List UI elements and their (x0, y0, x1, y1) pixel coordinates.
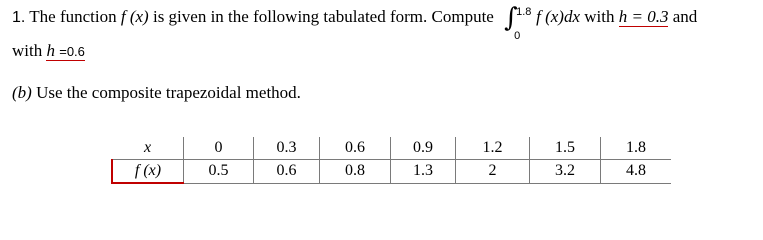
row-label-x: x (112, 137, 184, 160)
integral-lower-limit: 0 (514, 30, 521, 43)
x-cell: 0.6 (320, 137, 391, 160)
x-cell: 1.8 (601, 137, 672, 160)
step-size-h2-value: =0.6 (59, 44, 85, 59)
question-number: 1. (12, 9, 26, 26)
question-intro: The function (25, 7, 121, 26)
fx-cell: 3.2 (530, 160, 601, 184)
x-cell: 1.2 (456, 137, 530, 160)
step-size-h1: h = 0.3 (618, 7, 669, 26)
integrand: f (x)dx (536, 7, 580, 26)
and-text: and (668, 7, 698, 26)
x-cell: 1.5 (530, 137, 601, 160)
row-label-fx: f (x) (112, 160, 184, 184)
step-size-h2-var: h (46, 41, 55, 60)
x-cell: 0 (184, 137, 254, 160)
question-line (12, 3, 698, 43)
table-row-x (112, 137, 671, 160)
integral-sign-icon: ∫ (504, 3, 518, 34)
fx-cell: 4.8 (601, 160, 672, 184)
fx-cell: 1.3 (391, 160, 456, 184)
part-b (12, 82, 301, 104)
x-cell: 0.3 (254, 137, 320, 160)
with-text: with (580, 7, 619, 26)
step-size-h2 (46, 41, 84, 61)
fx-cell: 0.5 (184, 160, 254, 184)
fx-cell: 0.6 (254, 160, 320, 184)
part-b-label: (b) (12, 83, 32, 102)
table-row-fx (112, 160, 671, 184)
integral-upper-limit: 1.8 (516, 6, 532, 19)
function-name: f (x) (120, 7, 149, 26)
integral-symbol (504, 3, 534, 43)
fx-cell: 2 (456, 160, 530, 184)
question-middle: is given in the following tabulated form. Compute (148, 7, 499, 26)
question-line-2 (12, 40, 85, 63)
fx-cell: 0.8 (320, 160, 391, 184)
data-table (111, 137, 671, 184)
with-text-2: with (12, 41, 47, 60)
x-cell: 0.9 (391, 137, 456, 160)
part-b-text: Use the composite trapezoidal method. (31, 83, 301, 102)
